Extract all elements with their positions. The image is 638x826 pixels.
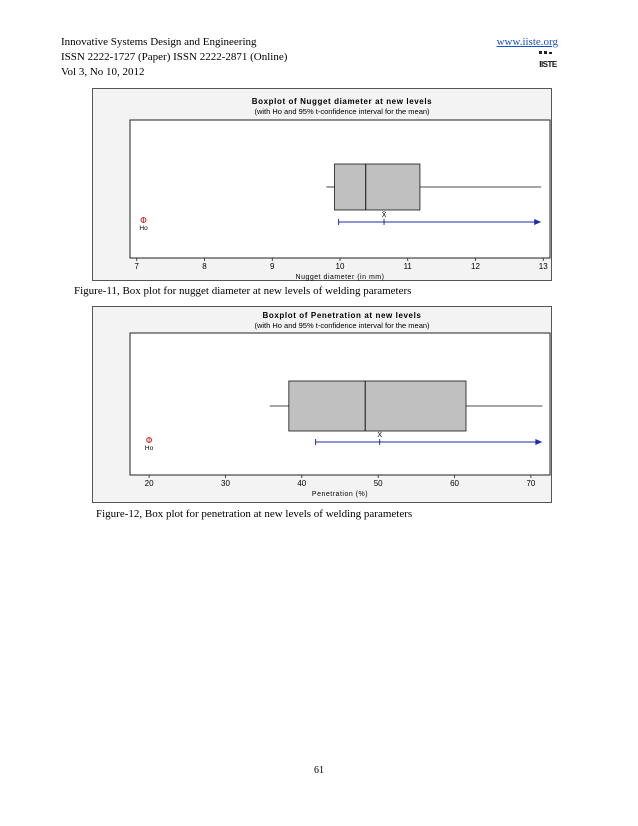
x-tick-label: 9 <box>270 262 275 271</box>
x-axis-label: Penetration (%) <box>311 491 369 498</box>
chart-subtitle: (with Ho and 95% t-confidence interval for the mean) <box>254 107 430 116</box>
x-tick-label: 7 <box>134 262 140 271</box>
chart-title: Boxplot of Nugget diameter at new levels <box>251 97 433 106</box>
x-tick-label: 8 <box>202 262 207 271</box>
x-tick-label: 13 <box>538 262 548 271</box>
journal-header <box>61 35 287 80</box>
ho-label: Ho <box>139 225 148 232</box>
figure-12-caption: Figure-12, Box plot for penetration at new levels of welding parameters <box>96 508 413 520</box>
iiste-logo <box>537 51 559 69</box>
mean-symbol: X̄ <box>377 432 383 439</box>
iqr-box <box>335 164 420 210</box>
journal-volume: Vol 3, No 10, 2012 <box>61 66 145 78</box>
journal-url-link[interactable]: www.iiste.org <box>496 36 558 48</box>
chart-title: Boxplot of Penetration at new levels <box>262 311 422 320</box>
ho-label: Ho <box>144 445 154 452</box>
mean-symbol: X̄ <box>381 212 387 219</box>
svg-text:IISTE: IISTE <box>539 60 557 69</box>
x-tick-label: 20 <box>144 479 154 488</box>
figure-11-caption: Figure-11, Box plot for nugget diameter at new levels of welding parameters <box>74 285 412 297</box>
x-tick-label: 10 <box>335 262 345 271</box>
figure-12-boxplot <box>92 306 552 503</box>
x-tick-label: 11 <box>403 262 412 271</box>
page-number: 61 <box>314 765 324 776</box>
x-tick-label: 50 <box>373 479 383 488</box>
journal-issn: ISSN 2222-1727 (Paper) ISSN 2222-2871 (Online) <box>61 51 288 63</box>
journal-title: Innovative Systems Design and Engineering <box>61 36 257 48</box>
chart-subtitle: (with Ho and 95% t-confidence interval for the mean) <box>254 321 430 330</box>
figure-11-boxplot <box>92 88 552 281</box>
x-tick-label: 12 <box>471 262 480 271</box>
iqr-box <box>289 381 466 431</box>
x-tick-label: 70 <box>526 479 536 488</box>
x-tick-label: 30 <box>221 479 230 488</box>
x-axis-label: Nugget diameter (in mm) <box>295 274 385 281</box>
x-tick-label: 60 <box>450 479 459 488</box>
x-tick-label: 40 <box>297 479 307 488</box>
